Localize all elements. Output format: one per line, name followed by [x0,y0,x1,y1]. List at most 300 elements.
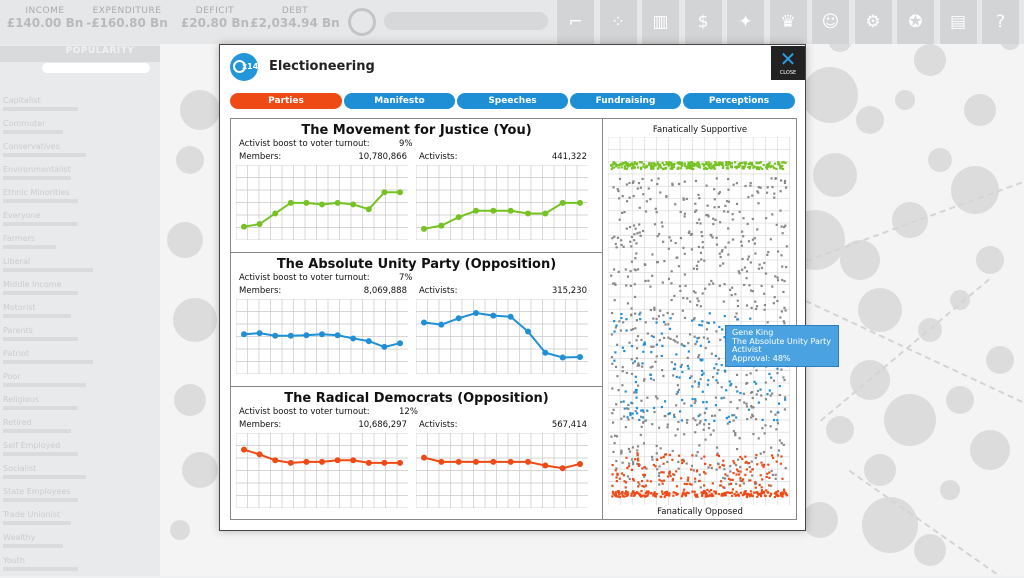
voter-dot [676,335,678,337]
voter-dot [693,469,695,471]
voter-dot [763,164,765,166]
voter-dot [669,475,671,477]
tab-speeches[interactable]: Speeches [457,93,568,109]
voter-dot [642,416,644,418]
voter-dot [696,265,698,267]
voter-dot [708,283,710,285]
voter-dot [728,161,730,163]
voter-dot [751,307,753,309]
background-bubble [862,497,918,553]
voter-dot [668,492,670,494]
voter-dot [665,195,667,197]
voter-dot [655,208,657,210]
voter-dot [694,203,696,205]
voter-dot [618,167,620,169]
voter-dot [735,483,737,485]
voter-dot [629,197,631,199]
voter-dot [768,373,770,375]
voter-dot [739,484,741,486]
trend-point [438,223,444,229]
trend-point [366,338,372,344]
voter-dot [678,376,680,378]
voter-group-item[interactable] [3,349,153,371]
voter-dot [701,370,703,372]
activists-value: 567,414 [551,420,587,430]
voter-dot [746,496,748,498]
voter-dot [770,377,772,379]
voter-dot [635,391,637,393]
trend-point [490,459,496,465]
voter-group-label: Motorist [3,303,36,312]
voter-dot [630,495,632,497]
voter-dot [632,463,634,465]
party-name: The Radical Democrats (Opposition) [284,391,549,406]
voter-dot [729,479,731,481]
voter-dot [628,342,630,344]
members-label: Members: [239,152,282,162]
voter-dot [655,321,657,323]
voter-dot [615,243,617,245]
voter-dot [688,350,690,352]
voter-dot [669,412,671,414]
trend-point [381,344,387,350]
voter-dot [698,197,700,199]
voter-dot [734,316,736,318]
background-bubble [884,394,936,446]
voter-dot [623,415,625,417]
voter-dot [699,422,701,424]
voter-dot [659,310,661,312]
voter-dot [761,486,763,488]
trend-point [272,333,278,339]
voter-dot [625,318,627,320]
voter-dot [684,163,686,165]
voter-dot [630,313,632,315]
voter-dot [696,337,698,339]
voter-dot [698,324,700,326]
trend-point [577,354,583,360]
voter-group-item[interactable] [3,188,153,210]
voter-group-item[interactable] [3,211,153,233]
voter-dot [634,268,636,270]
voter-dot [659,339,661,341]
help-button[interactable] [981,0,1019,44]
voter-dot [621,384,623,386]
voter-dot [722,464,724,466]
medal-button[interactable] [896,0,934,44]
voter-dot [632,413,634,415]
voter-dot [751,195,753,197]
voter-dot [718,162,720,164]
voter-dot [720,397,722,399]
voter-dot [721,364,723,366]
voter-dot [714,198,716,200]
voter-dot [750,372,752,374]
voter-dot [752,218,754,220]
voter-dot [664,492,666,494]
voter-dot [694,478,696,480]
voter-dot [760,453,762,455]
voter-dot [755,457,757,459]
voter-dot [618,271,620,273]
voter-dot [705,185,707,187]
voter-dot [696,424,698,426]
voter-dot [663,480,665,482]
voter-dot [745,383,747,385]
voter-dot [651,275,653,277]
voter-dot [698,415,700,417]
voter-dot [781,162,783,164]
voter-dot [783,226,785,228]
voter-dot [659,164,661,166]
voter-dot [718,493,720,495]
document-icon: ▤ [949,12,967,32]
voter-dot [739,392,741,394]
voter-dot [740,241,742,243]
voter-dot [724,315,726,317]
voter-dot [640,410,642,412]
voter-dot [769,389,771,391]
tab-fundraising[interactable]: Fundraising [570,93,681,109]
voter-dot [622,162,624,164]
voter-dot [760,462,762,464]
trend-point [350,457,356,463]
voter-dot [721,162,723,164]
voter-group-item[interactable] [3,303,153,325]
voter-scatter-plot[interactable] [608,137,790,505]
expenditure-value: -£160.80 Bn [86,16,168,30]
background-bubble [813,153,857,197]
voter-dot [658,233,660,235]
voter-dot [687,357,689,359]
voter-dot [713,367,715,369]
voter-dot [702,391,704,393]
voter-dot [764,309,766,311]
voter-dot [734,432,736,434]
voter-dot [782,232,784,234]
voter-dot [662,281,664,283]
tab-parties[interactable]: Parties [230,93,342,109]
voter-dot [641,467,643,469]
voter-dot [701,320,703,322]
voter-dot [671,459,673,461]
voter-dot [704,472,706,474]
voter-dot [739,211,741,213]
activists-trend-chart [416,433,588,508]
voter-dot [752,433,754,435]
voter-dot [616,375,618,377]
tab-manifesto[interactable]: Manifesto [344,93,455,109]
voter-dot [705,492,707,494]
voter-dot [724,205,726,207]
close-button[interactable] [771,46,805,80]
voter-group-item[interactable] [3,165,153,187]
voter-dot [783,280,785,282]
voter-dot [615,326,617,328]
voter-group-item[interactable] [3,395,153,417]
voter-dot [697,356,699,358]
voter-group-item[interactable] [3,464,153,486]
voter-dot [713,420,715,422]
chart-button[interactable] [641,0,679,44]
voter-dot [733,184,735,186]
voter-dot [631,373,633,375]
voter-dot [652,345,654,347]
voter-group-item[interactable] [3,119,153,141]
voter-dot [751,460,753,462]
voter-group-item[interactable] [3,441,153,463]
voter-dot [739,456,741,458]
voter-dot [677,461,679,463]
voter-dot [779,210,781,212]
voter-dot [779,316,781,318]
voter-dot [644,280,646,282]
voter-dot [663,337,665,339]
voter-dot [637,166,639,168]
party-name: The Absolute Unity Party (Opposition) [276,257,557,272]
voter-group-label: Trade Unionist [3,510,61,519]
voter-dot [640,416,642,418]
voter-dot [785,493,787,495]
voter-dot [780,225,782,227]
voter-dot [740,492,742,494]
trend-point [272,457,278,463]
voter-dot [783,307,785,309]
voter-dot [632,446,634,448]
voter-dot [708,427,710,429]
voter-dot [768,477,770,479]
voter-group-label: Conservatives [3,142,60,151]
voter-dot [647,493,649,495]
voter-group-item[interactable] [3,142,153,164]
voter-dot [702,241,704,243]
party-card-justice [231,119,602,253]
voter-dot [694,402,696,404]
voter-dot [705,347,707,349]
voter-dot [683,402,685,404]
voter-group-item[interactable] [3,280,153,302]
voter-dot [692,417,694,419]
voter-group-item[interactable] [3,96,153,118]
voter-dot [748,284,750,286]
voter-dot [676,341,678,343]
voter-dot [618,197,620,199]
voter-dot [742,235,744,237]
close-label: CLOSE [779,70,797,76]
supportive-label: Fanatically Supportive [652,125,748,135]
voter-dot [741,458,743,460]
background-bubble [173,298,217,342]
document-button[interactable] [939,0,977,44]
voter-dot [629,450,631,452]
voter-dot [636,412,638,414]
voter-dot [723,494,725,496]
voter-group-bar [3,268,93,272]
voter-dot [671,361,673,363]
voter-dot [732,472,734,474]
voter-dot [746,468,748,470]
voter-dot [663,260,665,262]
voter-dot [637,481,639,483]
voter-dot [754,242,756,244]
voter-dot [779,385,781,387]
activists-value: 441,322 [551,152,587,162]
voter-dot [711,353,713,355]
voter-dot [619,478,621,480]
voter-dot [746,270,748,272]
voter-dot [643,476,645,478]
voter-dot [629,226,631,228]
voter-dot [758,494,760,496]
voter-group-item[interactable] [3,257,153,279]
voter-group-item[interactable] [3,372,153,394]
members-value: 10,686,297 [358,420,407,430]
voter-dot [770,425,772,427]
voter-dot [739,466,741,468]
trend-point [438,322,444,328]
voter-dot [613,320,615,322]
dollar-button[interactable] [684,0,722,44]
tab-perceptions[interactable]: Perceptions [683,93,795,109]
voter-dot [775,177,777,179]
voter-group-item[interactable] [3,533,153,555]
voter-dot [684,273,686,275]
voter-dot [662,241,664,243]
voter-dot [658,472,660,474]
voter-dot [704,412,706,414]
voter-dot [768,162,770,164]
voter-dot [653,379,655,381]
voter-dot [678,389,680,391]
voter-dot [611,387,613,389]
voter-dot [667,475,669,477]
lightbulb-button[interactable] [726,0,764,44]
voter-dot [741,167,743,169]
voter-dot [708,161,710,163]
voter-dot [628,463,630,465]
voter-dot [750,493,752,495]
voter-group-label: Farmers [3,234,36,243]
voter-dot [719,285,721,287]
voter-dot [683,460,685,462]
voter-dot [739,437,741,439]
voter-dot [656,468,658,470]
voter-dot [661,225,663,227]
voter-dot [697,451,699,453]
voter-dot [680,167,682,169]
voter-dot [776,495,778,497]
voter-dot [651,423,653,425]
activists-label: Activists: [419,286,458,296]
voter-dot [755,383,757,385]
trend-line [424,458,580,469]
voter-dot [689,333,691,335]
parties-panel [230,118,603,520]
trend-point [335,457,341,463]
trend-point [525,459,531,465]
voter-dot [698,218,700,220]
voter-dot [780,463,782,465]
voter-dot [670,162,672,164]
voter-dot [677,493,679,495]
voter-dot [777,411,779,413]
voter-dot [767,251,769,253]
voter-dot [725,161,727,163]
voter-dot [691,167,693,169]
people-icon: ☺ [821,12,840,32]
voter-dot [694,431,696,433]
voter-dot [625,426,627,428]
voter-dot [773,193,775,195]
voter-dot [637,459,639,461]
voter-dot [738,270,740,272]
gear-button[interactable] [854,0,892,44]
voter-dot [776,419,778,421]
voter-dot [628,448,630,450]
voter-dot [677,384,679,386]
background-bubble [802,67,858,123]
voter-dot [655,318,657,320]
voter-dot [633,195,635,197]
deficit-stat [170,6,260,30]
voter-dot [615,165,617,167]
voter-group-item[interactable] [3,510,153,532]
voter-dot [758,162,760,164]
voter-group-item[interactable] [3,326,153,348]
voter-dot [623,211,625,213]
voter-dot [752,415,754,417]
voter-dot [727,491,729,493]
voter-dot [694,491,696,493]
voter-dot [720,480,722,482]
people-button[interactable] [811,0,849,44]
voter-dot [770,166,772,168]
voter-dot [651,456,653,458]
voter-dot [615,366,617,368]
background-bubble [802,502,838,538]
voter-group-item[interactable] [3,418,153,440]
voter-dot [713,321,715,323]
voter-group-item[interactable] [3,556,153,578]
dots-button[interactable] [599,0,637,44]
voter-dot [732,218,734,220]
voter-dot [730,401,732,403]
voter-dot [784,182,786,184]
voter-dot [681,371,683,373]
trophy-button[interactable] [769,0,807,44]
trend-point [303,200,309,206]
voter-dot [747,196,749,198]
voter-dot [640,495,642,497]
background-bubble [856,106,884,134]
voter-dot [748,256,750,258]
voter-dot [685,285,687,287]
voter-dot [785,186,787,188]
voter-dot [704,463,706,465]
voter-dot [755,487,757,489]
trend-point [303,332,309,338]
voter-group-item[interactable] [3,234,153,256]
voter-dot [771,392,773,394]
voter-dot [654,164,656,166]
voter-group-item[interactable] [3,487,153,509]
voter-dot [715,330,717,332]
voter-dot [668,473,670,475]
voter-dot [666,493,668,495]
gun-button[interactable] [556,0,594,44]
voter-dot [677,167,679,169]
voter-dot [758,268,760,270]
